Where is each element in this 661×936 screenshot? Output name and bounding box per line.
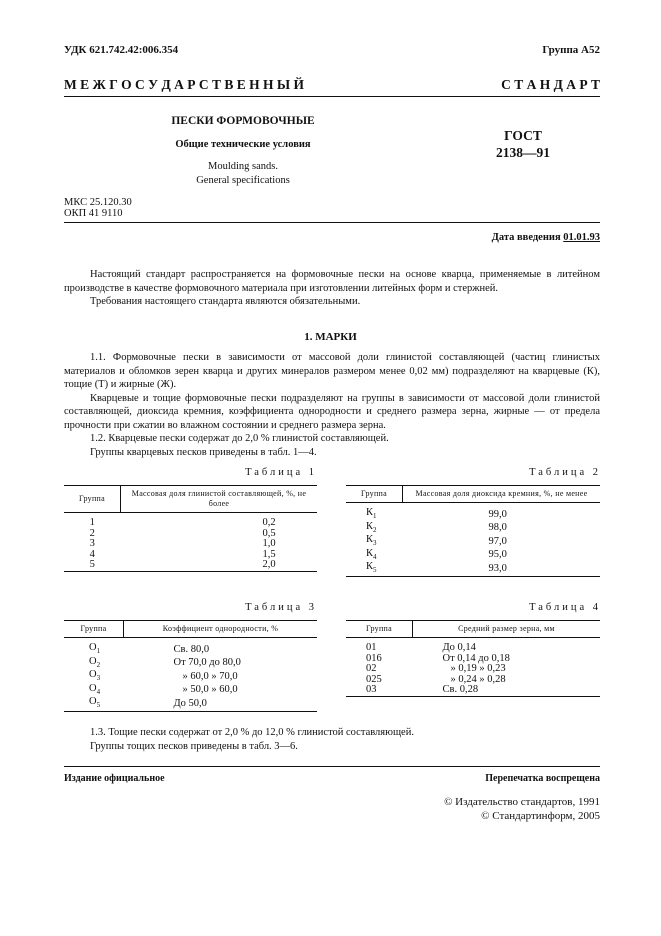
table-2-header-value: Массовая доля диоксида кремния, %, не менее	[403, 486, 601, 503]
table-row: 2 0,5	[89, 527, 276, 539]
table-row: 02 » 0,19 » 0,23	[366, 663, 506, 674]
title-en-line2: General specifications	[196, 175, 290, 186]
codes-rule	[64, 222, 600, 223]
gost-number	[478, 127, 568, 161]
table-3-header-value: Коэффициент однородности, %	[124, 621, 318, 638]
section-paragraph-1: 1.1. Формовочные пески в зависимости от массовой доли глинистой составляющей (частиц глинистых материалов и обломков зерен кварца и других минералов размером менее 0,02 мм) подразделяют на кварцевые (К), тощие (Т) и жирные (Ж).	[64, 352, 600, 390]
doc-title-english	[122, 160, 364, 188]
gost-code: 2138—91	[496, 145, 550, 160]
table-row: 03 Св. 0,28	[346, 685, 600, 696]
table-3-caption: Таблица 3	[245, 602, 317, 613]
udk-code: УДК 621.742.42:006.354	[64, 44, 179, 56]
table-1-header-group: Группа	[64, 486, 121, 513]
title-block	[64, 115, 364, 188]
section-paragraph-4: Группы кварцевых песков приведены в табл. 1—4.	[90, 446, 317, 458]
doc-subtitle: Общие технические условия	[175, 139, 311, 150]
section-paragraph-3: 1.2. Кварцевые пески содержат до 2,0 % глинистой составляющей.	[90, 433, 389, 444]
table-row: $О_1$ Св. 80,0	[89, 642, 210, 656]
table-row: $К_3$ 97,0	[366, 534, 507, 548]
classification-codes	[64, 197, 132, 219]
okp-code: ОКП 41 9110	[64, 208, 123, 219]
section-paragraph-6: Группы тощих песков приведены в табл. 3—6.	[90, 740, 298, 752]
table-row: 1 0,2	[89, 517, 276, 528]
table-row: 5 2,0	[64, 560, 317, 571]
table-4-header-value: Средний размер зерна, мм	[413, 621, 601, 638]
gost-label: ГОСТ	[504, 128, 542, 143]
banner-word-2: С Т А Н Д А Р Т	[501, 77, 600, 92]
banner-word-1: М Е Ж Г О С У Д А Р С Т В Е Н Н Ы Й	[64, 77, 305, 92]
section-paragraph-2: Кварцевые и тощие формовочные пески подразделяют на группы в зависимости от массовой доли глинистой составляющей, диоксида кремния, коэффициента однородности и среднего размера зерна, жирные — от предела прочности при сжатии во влажном состоянии и среднего размера зерна.	[64, 392, 600, 431]
table-row: $О_3$ » 60,0 » 70,0	[89, 669, 238, 683]
section-title: 1. МАРКИ	[304, 331, 357, 343]
table-row: $О_4$ » 50,0 » 60,0	[89, 682, 238, 696]
table-1-caption: Таблица 1	[245, 467, 317, 478]
intro-date-value: 01.01.93	[563, 232, 600, 243]
section-paragraph-5: 1.3. Тощие пески содержат от 2,0 % до 12,0 % глинистой составляющей.	[90, 727, 414, 738]
table-row: $О_5$ До 50,0	[64, 697, 317, 711]
table-row: 016 От 0,14 до 0,18	[366, 652, 510, 664]
table-row: 3 1,0	[89, 538, 276, 549]
table-row: $К_2$ 98,0	[366, 520, 507, 534]
table-row: $К_1$ 99,0	[366, 507, 507, 521]
intro-paragraph-1: Настоящий стандарт распространяется на формовочные пески на основе кварца, применяемые в литейном производстве в качестве формовочного материала при изготовлении литейных форм и стержней.	[64, 269, 600, 294]
intro-paragraph-2: Требования настоящего стандарта являются обязательными.	[90, 296, 361, 307]
table-1-header-value: Массовая доля глинистой составляющей, %, не более	[121, 486, 318, 513]
table-row: $О_2$ От 70,0 до 80,0	[89, 655, 241, 669]
table-2	[346, 485, 600, 577]
table-row: 4 1,5	[89, 548, 276, 560]
table-4-header-group: Группа	[346, 621, 413, 638]
standard-banner	[64, 77, 600, 93]
title-en-line1: Moulding sands.	[207, 161, 278, 172]
table-2-header-group: Группа	[346, 486, 403, 503]
intro-date-label: Дата введения	[491, 232, 561, 243]
table-4-caption: Таблица 4	[529, 602, 601, 613]
intro-text	[64, 268, 600, 309]
table-1	[64, 485, 317, 572]
intro-date	[492, 232, 600, 243]
table-2-caption: Таблица 2	[529, 467, 601, 478]
official-edition-note: Издание официальное	[64, 773, 165, 784]
table-4	[346, 620, 600, 697]
table-3-header-group: Группа	[64, 621, 124, 638]
header-rule	[64, 96, 600, 97]
reprint-prohibited-note: Перепечатка воспрещена	[485, 773, 600, 784]
copyright-line-1: © Издательство стандартов, 1991	[444, 796, 600, 808]
doc-title: ПЕСКИ ФОРМОВОЧНЫЕ	[171, 115, 315, 127]
section-text	[64, 351, 600, 459]
copyright-line-2: © Стандартинформ, 2005	[481, 810, 600, 822]
table-3	[64, 620, 317, 712]
table-row: $К_5$ 93,0	[346, 562, 600, 576]
copyright-block	[444, 795, 600, 823]
footer-rule	[64, 766, 600, 767]
section-text-continued	[64, 726, 600, 753]
mks-code: МКС 25.120.30	[64, 197, 132, 208]
table-row: $К_4$ 95,0	[366, 547, 507, 561]
group-code: Группа А52	[542, 44, 600, 56]
table-row: 01 До 0,14	[366, 642, 476, 653]
table-row: 025 » 0,24 » 0,28	[366, 673, 506, 685]
